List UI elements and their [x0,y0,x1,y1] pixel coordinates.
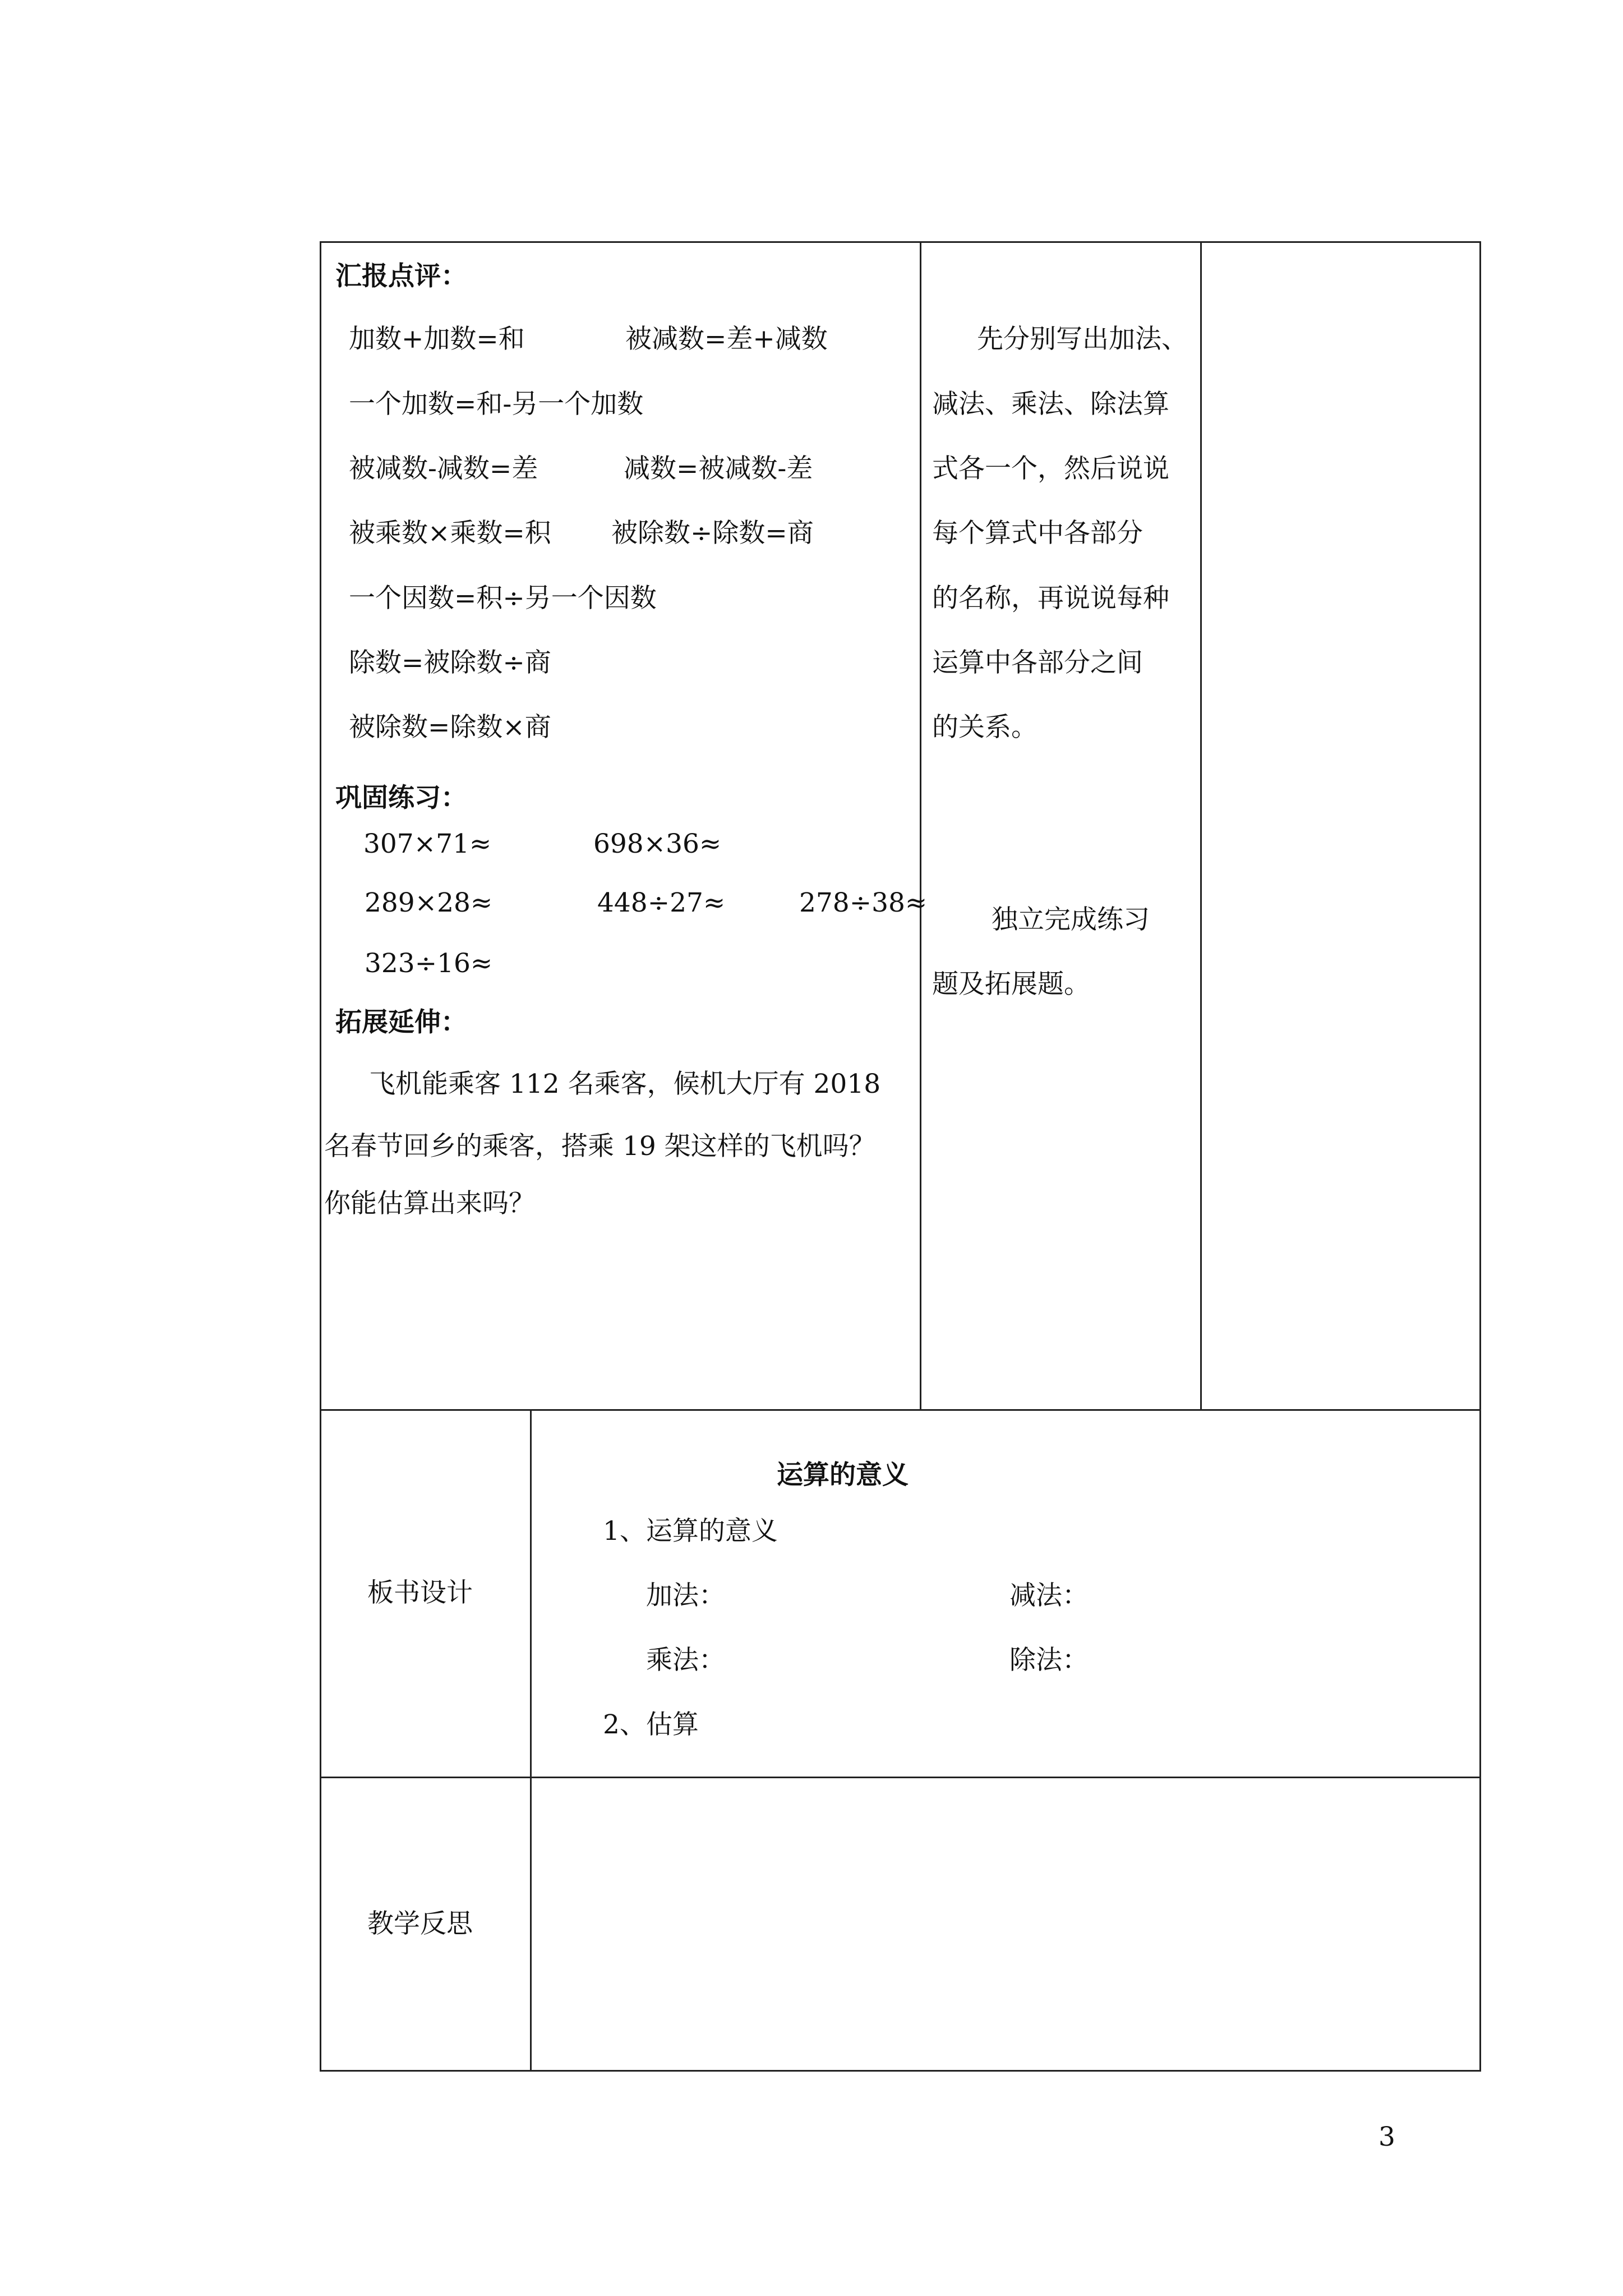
formula-5: 一个因数=积÷另一个因数 [349,583,657,614]
board-item-2: 2、估算 [603,1709,699,1740]
table-top-border [320,241,1481,243]
page-number: 3 [1378,2122,1395,2152]
board-addition: 加法： [646,1580,725,1611]
practice-3a: 323÷16≈ [365,948,493,979]
formula-1b: 被减数=差+减数 [625,324,828,355]
board-division: 除法： [1009,1645,1089,1676]
board-design-label: 板书设计 [367,1577,473,1608]
student-note-4: 每个算式中各部分 [932,518,1143,549]
extension-line-2: 名春节回乡的乘客，搭乘 19 架这样的飞机吗？ [324,1131,875,1162]
board-multiplication: 乘法： [646,1645,725,1676]
practice-2a: 289×28≈ [365,887,493,918]
report-heading: 汇报点评： [335,261,467,292]
student-note-7: 的关系。 [932,712,1038,743]
teaching-reflection-label: 教学反思 [367,1908,473,1939]
column-divider-label [530,1409,532,2072]
table-row-divider-2 [320,1777,1481,1778]
formula-2: 一个加数=和-另一个加数 [349,389,644,420]
formula-3a: 被减数-减数=差 [349,453,538,484]
column-divider-notes [1200,241,1202,1411]
student-note-6: 运算中各部分之间 [932,647,1143,678]
formula-1a: 加数+加数=和 [349,324,525,355]
student-note-1: 先分别写出加法、 [977,324,1188,355]
formula-4b: 被除数÷除数=商 [611,518,814,549]
formula-3b: 减数=被减数-差 [624,453,813,484]
extension-line-3: 你能估算出来吗？ [324,1188,535,1219]
practice-1a: 307×71≈ [363,829,492,859]
board-subtraction: 减法： [1009,1580,1089,1611]
student-note-3: 式各一个，然后说说 [932,453,1169,484]
extension-heading: 拓展延伸： [335,1007,467,1038]
table-left-border [320,241,321,2072]
student-note-5: 的名称，再说说每种 [932,583,1169,614]
table-bottom-border [320,2070,1481,2072]
formula-7: 被除数=除数×商 [349,712,551,743]
practice-heading: 巩固练习： [335,783,467,813]
student-task-1: 独立完成练习 [992,904,1150,935]
formula-6: 除数=被除数÷商 [349,647,551,678]
practice-1b: 698×36≈ [593,829,722,859]
table-right-border [1479,241,1481,2072]
board-title: 运算的意义 [777,1460,909,1490]
student-task-2: 题及拓展题。 [932,969,1090,1000]
column-divider-activity [920,241,921,1411]
board-item-1: 1、运算的意义 [603,1516,778,1547]
student-note-2: 减法、乘法、除法算 [932,389,1169,420]
extension-line-1: 飞机能乘客 112 名乘客，候机大厅有 2018 [369,1069,881,1099]
formula-4a: 被乘数×乘数=积 [349,518,551,549]
practice-2b: 448÷27≈ [597,887,726,918]
table-row-divider-1 [320,1409,1481,1411]
practice-2c: 278÷38≈ [799,887,928,918]
